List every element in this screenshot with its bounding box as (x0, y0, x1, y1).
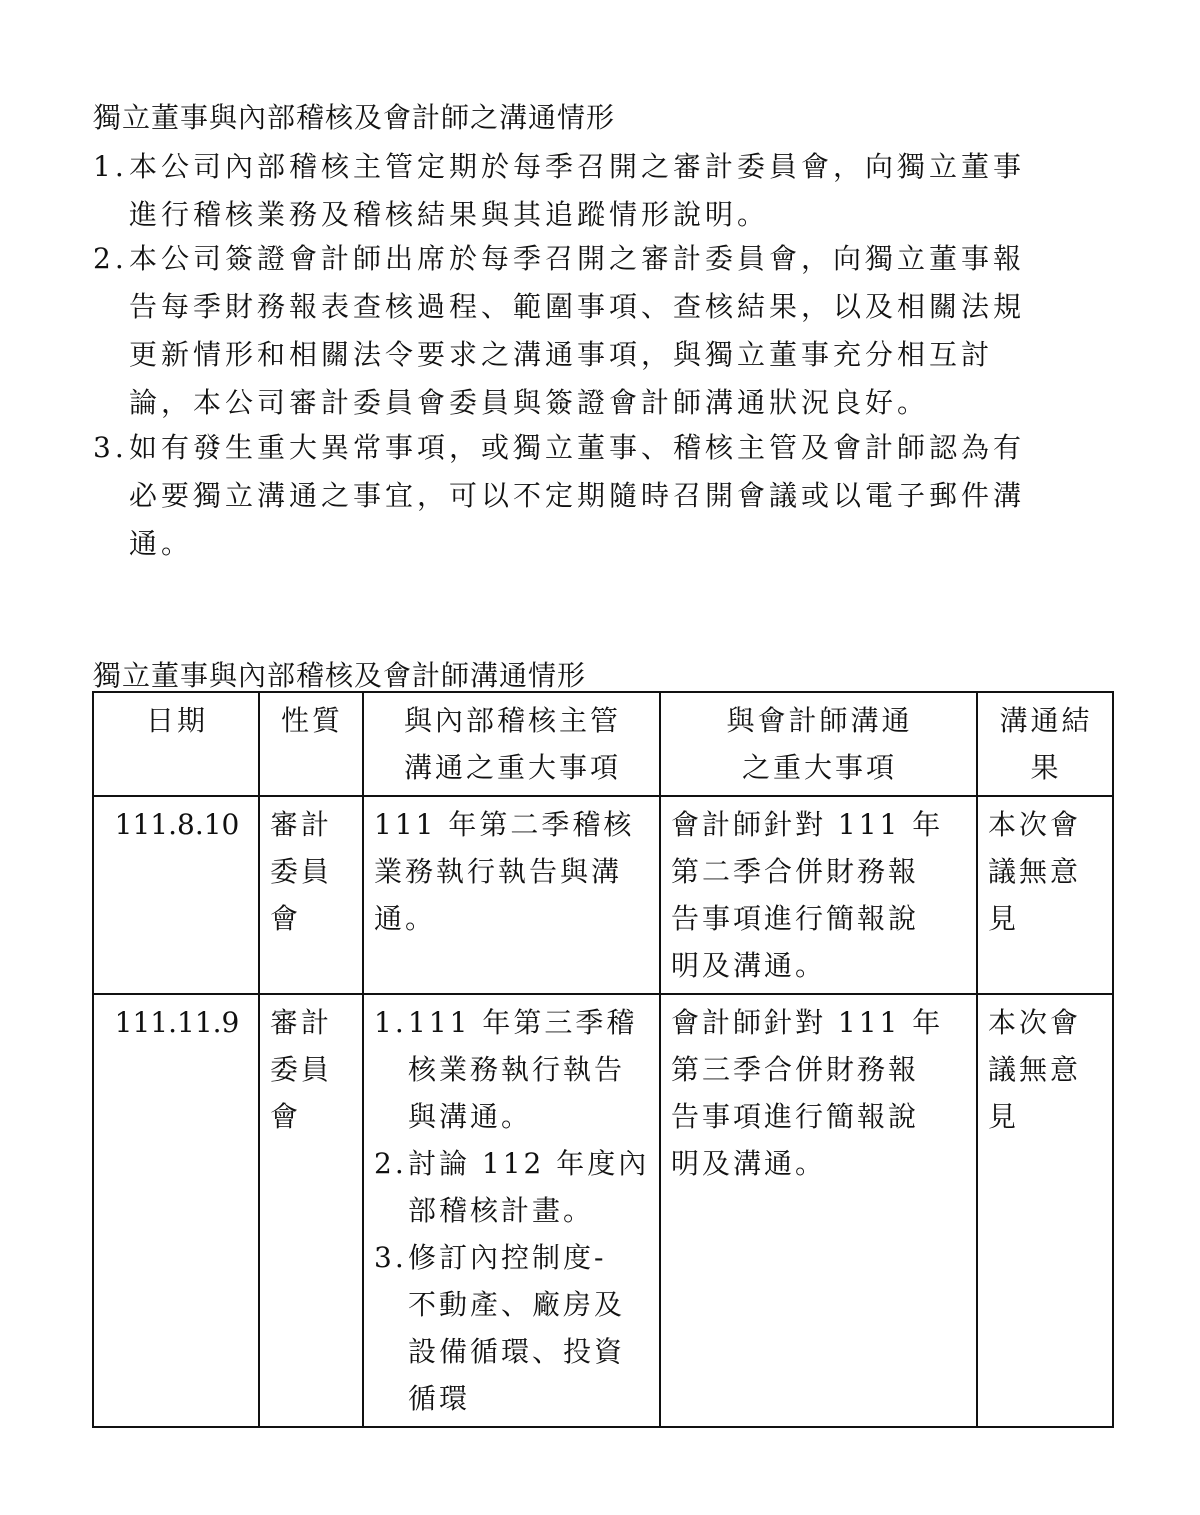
list-item-number: 3. (93, 431, 128, 464)
table-header-row (93, 692, 1113, 796)
list-item (93, 235, 1068, 427)
list-item-text: 更新情形和相關法令要求之溝通事項，與獨立董事充分相互討 (129, 338, 994, 371)
list-item-text: 進行稽核業務及稽核結果與其追蹤情形說明。 (129, 198, 770, 231)
cell-nature: 審計 委員 會 (259, 796, 363, 994)
list-item-text: 本公司簽證會計師出席於每季召開之審計委員會，向獨立董事報 (129, 242, 1026, 275)
header-nature: 性質 (259, 692, 363, 796)
communication-table (92, 691, 1114, 1428)
audit-list-item: 3. 修訂內控制度- 不動產、廠房及 設備循環、投資 循環 (374, 1241, 626, 1415)
header-date: 日期 (93, 692, 259, 796)
header-result: 溝通結 果 (977, 692, 1113, 796)
cell-internal-audit-matters (363, 994, 660, 1427)
list-item-text: 本公司內部稽核主管定期於每季召開之審計委員會，向獨立董事 (129, 150, 1026, 183)
header-internal-audit-matters: 與內部稽核主管 溝通之重大事項 (363, 692, 660, 796)
cell-result: 本次會 議無意 見 (977, 796, 1113, 994)
table-row (93, 796, 1113, 994)
cell-cpa-matters: 會計師針對 111 年 第三季合併財務報 告事項進行簡報說 明及溝通。 (660, 994, 977, 1427)
list-item-text: 論，本公司審計委員會委員與簽證會計師溝通狀況良好。 (129, 386, 930, 419)
section-title: 獨立董事與內部稽核及會計師之溝通情形 (93, 101, 616, 134)
audit-list-item: 2. 討論 112 年度內 部稽核計畫。 (374, 1147, 650, 1227)
table-title: 獨立董事與內部稽核及會計師溝通情形 (93, 659, 587, 692)
list-item (93, 143, 1068, 239)
list-item-text: 必要獨立溝通之事宜，可以不定期隨時召開會議或以電子郵件溝 (129, 479, 1026, 512)
list-item (93, 424, 1068, 568)
list-item-text: 如有發生重大異常事項，或獨立董事、稽核主管及會計師認為有 (129, 431, 1026, 464)
header-cpa-matters: 與會計師溝通 之重大事項 (660, 692, 977, 796)
audit-list-item: 1. 111 年第三季稽 核業務執行執告 與溝通。 (374, 1006, 638, 1133)
table-row (93, 994, 1113, 1427)
list-item-number: 2. (93, 242, 128, 275)
list-item-number: 1. (93, 150, 128, 183)
cell-result: 本次會 議無意 見 (977, 994, 1113, 1427)
cell-date: 111.8.10 (93, 796, 259, 994)
cell-date: 111.11.9 (93, 994, 259, 1427)
cell-nature: 審計 委員 會 (259, 994, 363, 1427)
list-item-text: 通。 (129, 527, 194, 560)
cell-cpa-matters: 會計師針對 111 年 第二季合併財務報 告事項進行簡報說 明及溝通。 (660, 796, 977, 994)
cell-internal-audit-matters: 111 年第二季稽核 業務執行執告與溝 通。 (363, 796, 660, 994)
list-item-text: 告每季財務報表查核過程、範圍事項、查核結果，以及相關法規 (129, 290, 1026, 323)
